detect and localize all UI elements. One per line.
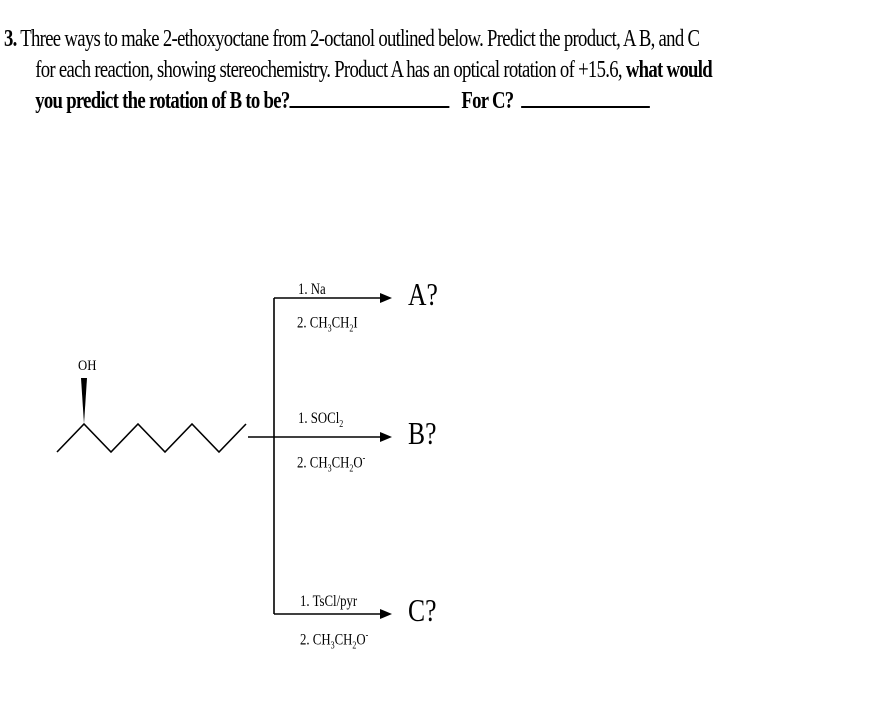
question-rotation-c: For C?	[461, 88, 514, 114]
question-line-2-bold: what would	[625, 57, 712, 83]
question-line-2-text: for each reaction, showing stereochemistry. Product A has an optical rotation of +15.6,	[35, 57, 622, 83]
arrowhead-b	[380, 432, 392, 442]
question-line-1-text: Three ways to make 2-ethoxyoctane from 2-octanol outlined below. Predict the product, A B, and C	[20, 26, 700, 52]
product-a: A?	[408, 276, 438, 312]
octanol-skeleton	[57, 424, 246, 452]
product-b: B?	[408, 415, 437, 451]
arrowhead-a	[380, 293, 392, 303]
question-rotation-b: you predict the rotation of B to be?	[35, 88, 290, 114]
reaction-c-step2: 2. $CH_3CH_2O^-$	[300, 630, 369, 652]
product-c: C?	[408, 592, 437, 628]
question-number: 3.	[4, 26, 17, 52]
reaction-c-step1: 1. TsCl/pyr	[300, 593, 358, 610]
wedge-bond	[81, 378, 87, 424]
arrowhead-c	[380, 609, 392, 619]
carbon-chain	[57, 424, 246, 452]
reaction-a-step2: 2. $CH_3CH_2I$	[297, 314, 358, 335]
oh-label: OH	[78, 358, 97, 374]
reaction-a-step1: 1. Na	[298, 281, 326, 298]
reaction-b-step2: 2. $CH_3CH_2O^-$	[297, 453, 366, 475]
reaction-b-step1: 1. SOCl$_2$	[298, 410, 344, 431]
